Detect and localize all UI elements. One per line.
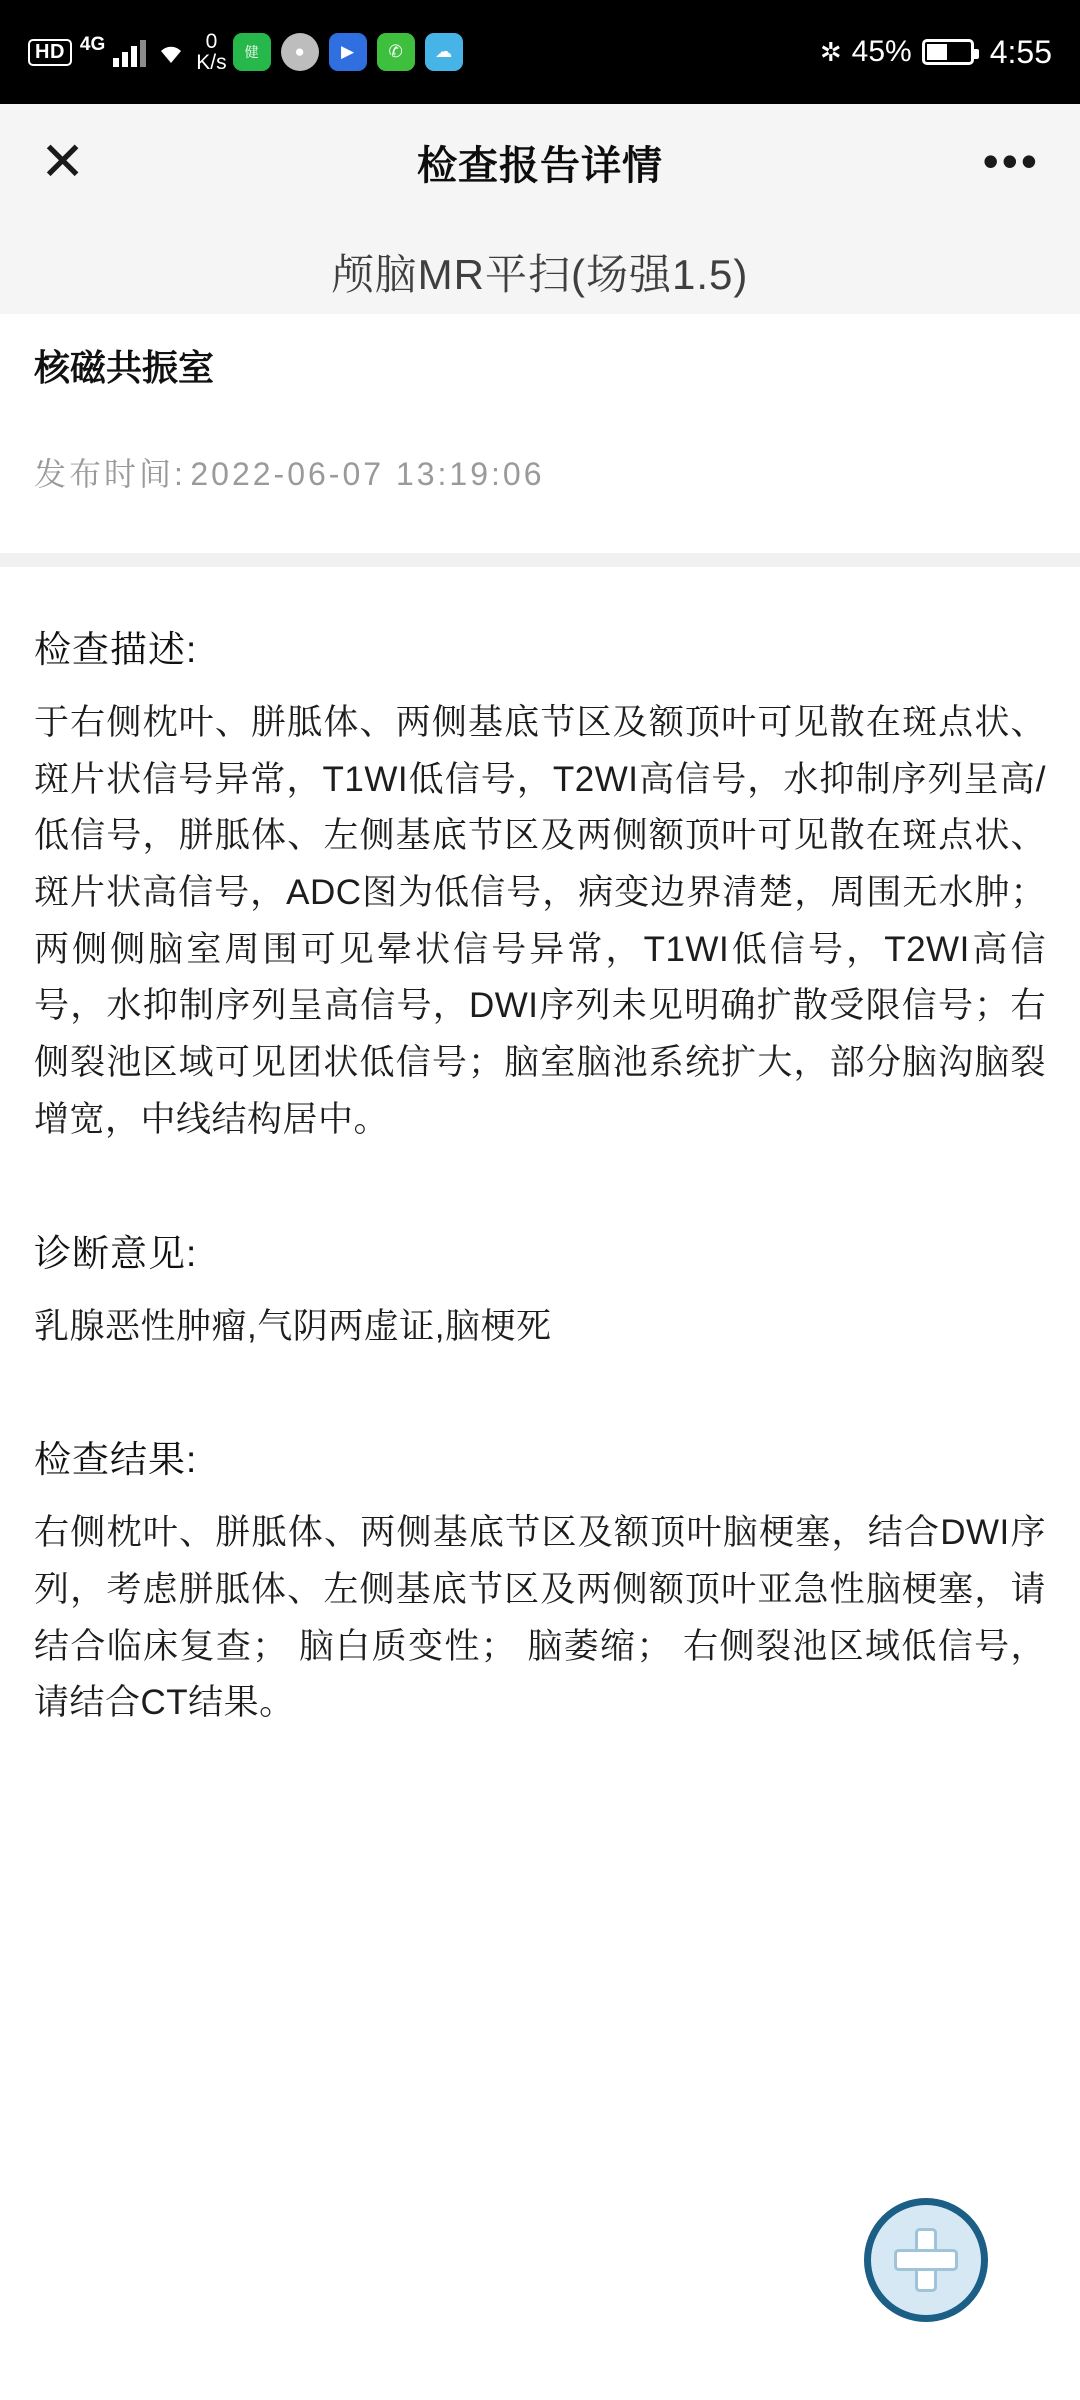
message-icon: ●	[281, 33, 319, 71]
section-heading: 检查描述:	[34, 629, 198, 670]
hd-icon: HD	[28, 39, 72, 66]
status-bar	[0, 0, 1080, 104]
bluetooth-icon: ✲	[819, 36, 842, 67]
browser-icon: ▶	[329, 33, 367, 71]
publish-time-row	[0, 395, 1080, 553]
section-body: 乳腺恶性肿瘤,气阴两虚证,脑梗死	[34, 1306, 552, 1346]
battery-icon	[922, 39, 974, 65]
department-label: 核磁共振室	[0, 314, 1080, 395]
wechat-icon: ✆	[377, 33, 415, 71]
status-bar-notification-icons	[227, 33, 820, 71]
app-bar	[0, 104, 1080, 220]
report-title: 颅脑MR平扫(场强1.5)	[331, 251, 749, 298]
publish-time-label: 发布时间:	[34, 456, 186, 492]
close-icon[interactable]: ✕	[40, 132, 86, 192]
clock-label: 4:55	[989, 33, 1052, 70]
cloud-icon: ☁	[425, 33, 463, 71]
spacer	[34, 1149, 1046, 1205]
section-heading: 检查结果:	[34, 1439, 198, 1481]
data-rate-unit: K/s	[196, 51, 227, 74]
signal-strength-icon	[113, 37, 146, 67]
section-body: 于右侧枕叶、胼胝体、两侧基底节区及额顶叶可见散在斑点状、斑片状信号异常，T1WI低信号，T2WI高信号，水抑制序列呈高/低信号，胼胝体、左侧基底节区及两侧额顶叶可见散在斑点状、斑片状高信号，ADC图为低信号，病变边界清楚，周围无水肿；两侧侧脑室周围可见晕状信号异常，T1WI低信号，T2WI高信号，水抑制序列呈高信号，DWI序列未见明确扩散受限信号；右侧裂池区域可见团状低信号；脑室脑池系统扩大，部分脑沟脑裂增宽，中线结构居中。	[34, 703, 1046, 1139]
data-rate-value: 0	[205, 30, 218, 53]
more-options-icon[interactable]: •••	[982, 135, 1040, 188]
wifi-icon	[154, 39, 188, 65]
data-rate-indicator	[196, 31, 226, 73]
section-body: 右侧枕叶、胼胝体、两侧基底节区及额顶叶脑梗塞，结合DWI序列，考虑胼胝体、左侧基底节区及两侧额顶叶亚急性脑梗塞，请结合临床复查； 脑白质变性； 脑萎缩； 右侧裂池区域低信号，请结合CT结果。	[34, 1513, 1046, 1723]
section-exam-description	[34, 619, 1046, 1149]
report-header	[0, 220, 1080, 553]
battery-percent-label: 45%	[851, 35, 912, 68]
network-type-icon: 4G	[79, 33, 106, 55]
spacer	[34, 1355, 1046, 1411]
publish-time-value: 2022-06-07 13:19:06	[190, 456, 545, 492]
section-heading: 诊断意见:	[34, 1232, 198, 1274]
report-content	[0, 567, 1080, 1732]
section-exam-result	[34, 1429, 1046, 1732]
page-title: 检查报告详情	[417, 143, 663, 188]
plus-icon	[895, 2229, 957, 2291]
add-button[interactable]	[864, 2198, 988, 2322]
status-bar-left	[28, 31, 227, 73]
section-diagnosis-opinion	[34, 1223, 1046, 1356]
health-icon: 健	[233, 33, 271, 71]
status-bar-right	[820, 34, 1052, 71]
section-divider	[0, 553, 1080, 567]
